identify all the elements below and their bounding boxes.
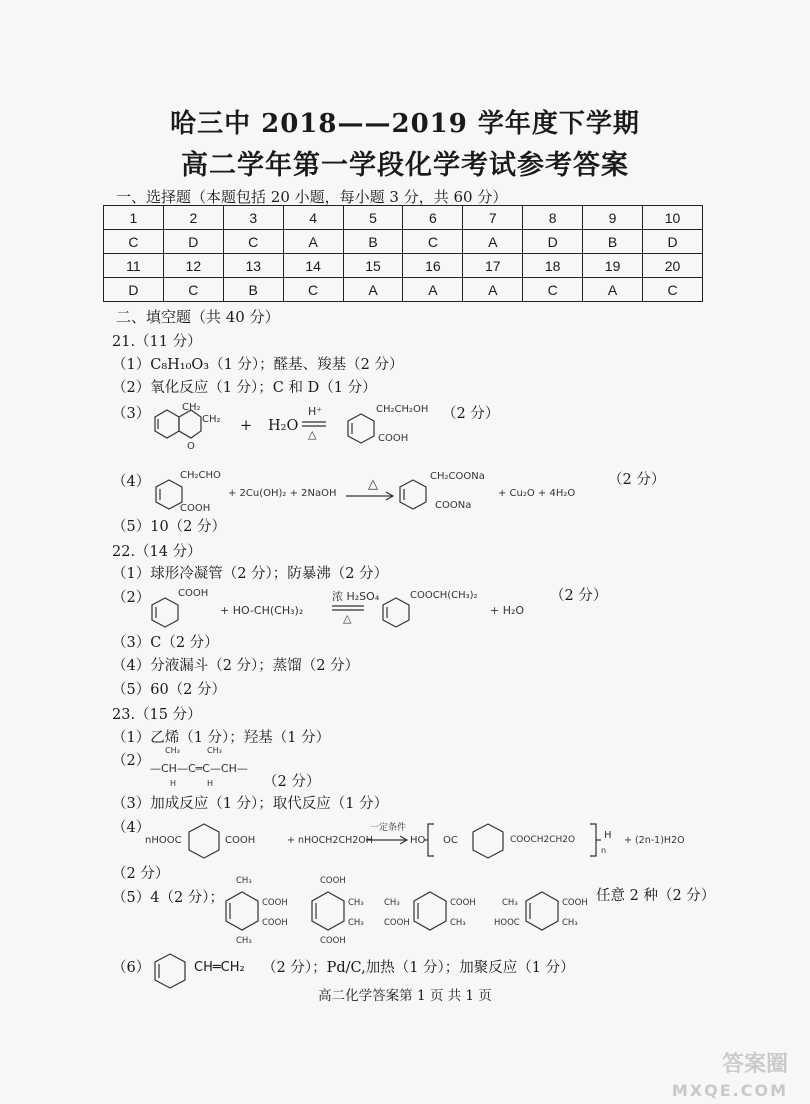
q22-heading: 22.（14 分） [112,544,202,560]
question-number: 5 [343,206,403,230]
isomer-substituent: COOH [320,936,346,946]
q23-answer-4-label: （4） [112,820,151,836]
product-label: OC [443,835,458,846]
reagents: + 2Cu(OH)₂ + 2NaOH [228,488,337,499]
answer-cell: C [163,278,223,302]
benzene-ring-icon [186,822,222,860]
reaction-condition: 浓 H₂SO₄ [332,590,380,603]
substituent-label: CH₃ [207,746,222,755]
question-number: 14 [283,254,343,278]
product-label: COOCH2CH2O [510,835,576,845]
product-label: H [604,830,612,841]
substituent-label: CH₃ [165,746,180,755]
q21-o-label: O [187,441,195,452]
section-fill-heading: 二、填空题（共 40 分） [116,308,280,326]
answer-cell: C [283,278,343,302]
page-title: 哈三中 2018——2019 学年度下学期 [170,109,640,139]
vinyl-group: CH═CH₂ [194,960,245,975]
reaction-condition: H⁺ [308,405,323,418]
question-number: 18 [523,254,583,278]
isomer-substituent: COOH [262,898,288,908]
bracket-left-icon [424,822,438,858]
substituent-label: CH₂CHO [180,470,221,481]
lactone-structure [153,408,203,448]
score-note: 任意 2 种（2 分） [596,888,716,904]
question-number: 20 [643,254,703,278]
question-number: 3 [223,206,283,230]
page-subtitle: 高二学年第一学段化学考试参考答案 [181,150,629,181]
isomer-substituent: CH₃ [562,918,578,928]
substituent-label: COOCH(CH₃)₂ [410,590,478,601]
answer-cell: C [223,230,283,254]
isomer-substituent: CH₃ [236,876,252,886]
isomer-substituent: CH₃ [236,936,252,946]
answer-cell: D [643,230,703,254]
benzene-ring-icon [470,822,506,860]
q21-answer-3-label: （3） [112,406,151,422]
question-number: 11 [104,254,164,278]
answer-cell: B [583,230,643,254]
score-note: （2 分） [550,588,608,604]
isomer-substituent: COOH [562,898,588,908]
answer-cell: A [283,230,343,254]
polymer-chain: —CH—C═C—CH— [150,762,248,775]
answer-cell: D [163,230,223,254]
substituent-label: CH₂CH₂OH [376,404,429,415]
plus-sign: + [240,418,253,434]
products: + H₂O [490,604,525,617]
water-formula: H₂O [268,418,299,434]
products: + (2n-1)H2O [624,835,685,846]
isomer-ring [410,888,450,934]
answer-cell: A [463,278,523,302]
answer-cell: A [343,278,403,302]
answer-cell: D [104,278,164,302]
answer-cell: C [643,278,703,302]
question-number: 15 [343,254,403,278]
isomer-substituent: HOOC [494,918,520,928]
q23-answer-2-label: （2） [112,753,151,769]
q22-answer-5: （5）60（2 分） [112,682,227,698]
table-row [104,254,703,278]
question-number: 7 [463,206,523,230]
substituent-label: COONa [435,500,472,511]
reactant-label: nHOOC [145,835,182,846]
benzene-ring-icon [380,596,412,630]
substituent-label: H [207,779,214,788]
substituent-label: COOH [378,433,409,444]
answer-cell: A [463,230,523,254]
heat-symbol: △ [308,428,317,441]
answer-cell: A [583,278,643,302]
substituent-label: CH₂COONa [430,471,485,482]
subscript-n: n [601,846,607,855]
heat-symbol: △ [343,612,352,625]
q23-answer-5-label: （5）4（2 分）； [112,890,225,906]
score-note: （2 分） [608,472,666,488]
product-label: HO [410,835,426,846]
isomer-substituent: CH₃ [348,918,364,928]
question-number: 1 [104,206,164,230]
q23-heading: 23.（15 分） [112,707,202,723]
reaction-condition: 一定条件 [370,823,407,833]
substituent-label: COOH [180,503,211,514]
q21-heading: 21.（11 分） [112,334,202,350]
question-number: 9 [583,206,643,230]
benzene-ring-icon [397,478,429,512]
isomer-substituent: CH₃ [450,918,466,928]
answer-cell: C [104,230,164,254]
answer-cell: C [523,278,583,302]
isomer-substituent: COOH [320,876,346,886]
question-number: 6 [403,206,463,230]
page-footer: 高二化学答案第 1 页 共 1 页 [318,988,492,1004]
isomer-substituent: CH₃ [502,898,518,908]
bracket-right-icon [588,822,602,858]
reagents: + HO-CH(CH₃)₂ [220,604,304,617]
q22-answer-4: （4）分液漏斗（2 分）；蒸馏（2 分） [112,658,360,674]
q21-answer-1: （1）C₈H₁₀O₃（1 分）；醛基、羧基（2 分） [112,357,404,373]
benzene-ring-icon [149,596,181,630]
isomer-ring [308,888,348,934]
question-number: 4 [283,206,343,230]
isomer-substituent: COOH [262,918,288,928]
q21-answer-2: （2）氧化反应（1 分）；C 和 D（1 分） [112,380,377,396]
q23-answer-3: （3）加成反应（1 分）；取代反应（1 分） [112,796,389,812]
question-number: 2 [163,206,223,230]
isomer-substituent: COOH [384,918,410,928]
question-number: 10 [643,206,703,230]
q21-answer-4-label: （4） [112,474,151,490]
question-number: 13 [223,254,283,278]
q22-answer-1: （1）球形冷凝管（2 分）；防暴沸（2 分） [112,566,389,582]
arrow-right-icon [346,492,396,500]
answer-cell: D [523,230,583,254]
q21-ch2-label: CH₂ [182,402,201,413]
q23-answer-6-label: （6） [112,960,151,976]
score-note: （2 分） [263,774,321,790]
isomer-substituent: CH₃ [348,898,364,908]
isomer-ring [522,888,562,934]
arrow-right-icon [366,836,410,844]
isomer-ring [222,888,262,934]
answer-cell: B [343,230,403,254]
answer-cell: B [223,278,283,302]
q22-answer-2-label: （2） [112,590,151,606]
products: + Cu₂O + 4H₂O [498,488,576,499]
q23-answer-1: （1）乙烯（1 分）；羟基（1 分） [112,730,331,746]
substituent-label: H [170,779,177,788]
substituent-label: COOH [178,588,209,599]
heat-symbol: △ [368,477,378,492]
q21-answer-5: （5）10（2 分） [112,519,227,535]
question-number: 17 [463,254,523,278]
table-row [104,206,703,230]
table-row [104,278,703,302]
q21-ch2-label: CH₂ [202,414,221,425]
reactant-label: COOH [225,835,256,846]
question-number: 12 [163,254,223,278]
score-note: （2 分） [112,866,170,882]
answer-cell: A [403,278,463,302]
answer-table [103,205,703,302]
q23-answer-6: （2 分）；Pd/C,加热（1 分）；加聚反应（1 分） [262,960,575,976]
isomer-substituent: CH₃ [384,898,400,908]
q22-answer-3: （3）C（2 分） [112,635,219,651]
table-row [104,230,703,254]
reagents: + nHOCH2CH2OH [287,835,373,846]
benzene-ring-icon [345,412,377,446]
question-number: 16 [403,254,463,278]
question-number: 8 [523,206,583,230]
score-note: （2 分） [442,406,500,422]
answer-cell: C [403,230,463,254]
isomer-substituent: COOH [450,898,476,908]
watermark-text: 答案圈 [721,1052,788,1077]
watermark-logo [672,1052,788,1104]
watermark-url: MXQE.COM [671,1081,788,1100]
question-number: 19 [583,254,643,278]
section-choice-heading: 一、选择题（本题包括 20 小题，每小题 3 分，共 60 分） [116,188,508,206]
